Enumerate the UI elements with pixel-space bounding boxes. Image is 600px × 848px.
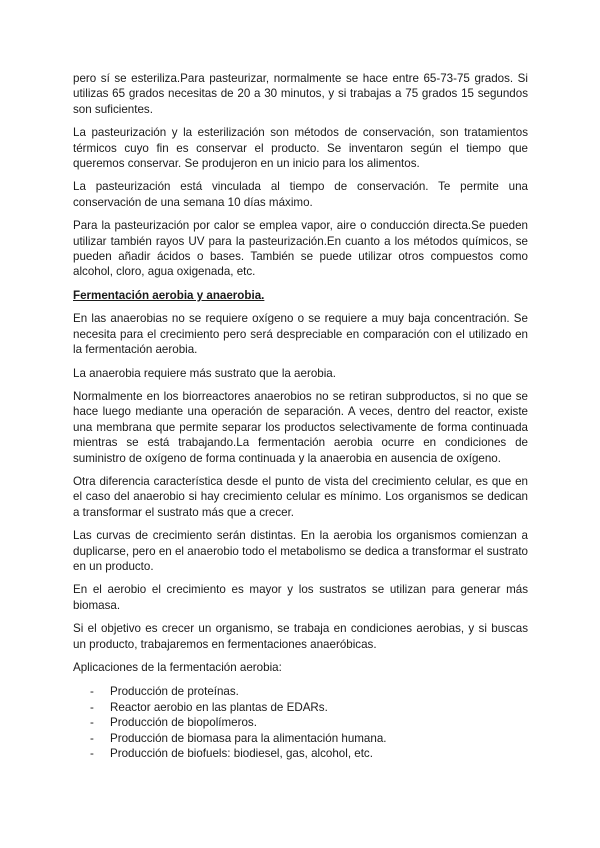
paragraph-conservation-time: La pasteurización está vinculada al tiempo de conservación. Te permite una conservación de una semana 10 días máximo.: [73, 180, 528, 209]
paragraph-growth-curves: Las curvas de crecimiento serán distintas. En la aerobia los organismos comienzan a duplicarse, pero en el anaerobio todo el metabolismo se dedica a transformar el sustrato en un producto.: [73, 529, 528, 573]
dash-bullet-icon: -: [90, 747, 94, 761]
section-heading: Fermentación aerobia y anaerobia.: [73, 288, 265, 302]
document-page: [73, 71, 528, 761]
paragraph-applications-intro: Aplicaciones de la fermentación aerobia:: [73, 661, 282, 674]
paragraph-anaerobic-substrate: La anaerobia requiere más sustrato que la aerobia.: [73, 366, 336, 380]
list-item-text: Producción de biomasa para la alimentación humana.: [110, 731, 387, 745]
list-item: [73, 746, 528, 761]
paragraph-cell-growth: Otra diferencia característica desde el punto de vista del crecimiento celular, es que en el caso del anaerobio si hay crecimiento celular es mínimo. Los organismos se dedican a transformar el sustrato más que a crecer.: [73, 474, 528, 519]
paragraph-aerobic-biomass: En el aerobio el crecimiento es mayor y los sustratos se utilizan para generar más biomasa.: [73, 583, 528, 612]
list-item-text: Producción de proteínas.: [110, 685, 239, 699]
paragraph-pasteurization-temperatures: pero sí se esteriliza.Para pasteurizar, normalmente se hace entre 65-73-75 grados. Si utilizas 65 grados necesitas de 20 a 30 minutos, y si trabajas a 75 grados 15 segundos son suficientes.: [73, 72, 528, 116]
dash-bullet-icon: -: [90, 731, 94, 745]
list-item: [73, 700, 528, 715]
paragraph-pasteurization-means: Para la pasteurización por calor se emplea vapor, aire o conducción directa.Se pueden utilizar también rayos UV para la pasteurización.En cuanto a los métodos químicos, se pueden añadir ácidos o bases. También se puede utilizar otros compuestos como alcohol, cloro, agua oxigenada, etc.: [73, 219, 528, 279]
paragraph-bioreactors: Normalmente en los biorreactores anaerobios no se retiran subproductos, si no que se hace luego mediante una operación de separación. A veces, dentro del reactor, existe una membrana que permite separar los productos selectivamente de forma continuada mientras se está trabajando.La fermentación aerobia ocurre en condiciones de suministro de oxígeno de forma continuada y la anaerobia en ausencia de oxígeno.: [73, 389, 528, 465]
list-item: [73, 715, 528, 730]
paragraph-objective: Si el objetivo es crecer un organismo, se trabaja en condiciones aerobias, y si buscas un producto, trabajaremos en fermentaciones anaeróbicas.: [73, 622, 528, 651]
list-item-text: Producción de biopolímeros.: [110, 716, 257, 730]
applications-list: [73, 684, 528, 761]
dash-bullet-icon: -: [90, 685, 94, 699]
dash-bullet-icon: -: [90, 716, 94, 730]
dash-bullet-icon: -: [90, 700, 94, 714]
list-item-text: Reactor aerobio en las plantas de EDARs.: [110, 700, 328, 714]
list-item: [73, 684, 528, 699]
paragraph-conservation-methods: La pasteurización y la esterilización son métodos de conservación, son tratamientos térmicos cuyo fin es conservar el producto. Se inventaron según el tiempo que queremos conservar. Se produjeron en un inicio para los alimentos.: [73, 126, 528, 171]
list-item: [73, 731, 528, 746]
paragraph-anaerobic-oxygen: En las anaerobias no se requiere oxígeno o se requiere a muy baja concentración. Se necesita para el crecimiento pero será despreciable en comparación con el utilizado en la fermentación aerobia.: [73, 312, 528, 357]
list-item-text: Producción de biofuels: biodiesel, gas, alcohol, etc.: [110, 747, 373, 761]
